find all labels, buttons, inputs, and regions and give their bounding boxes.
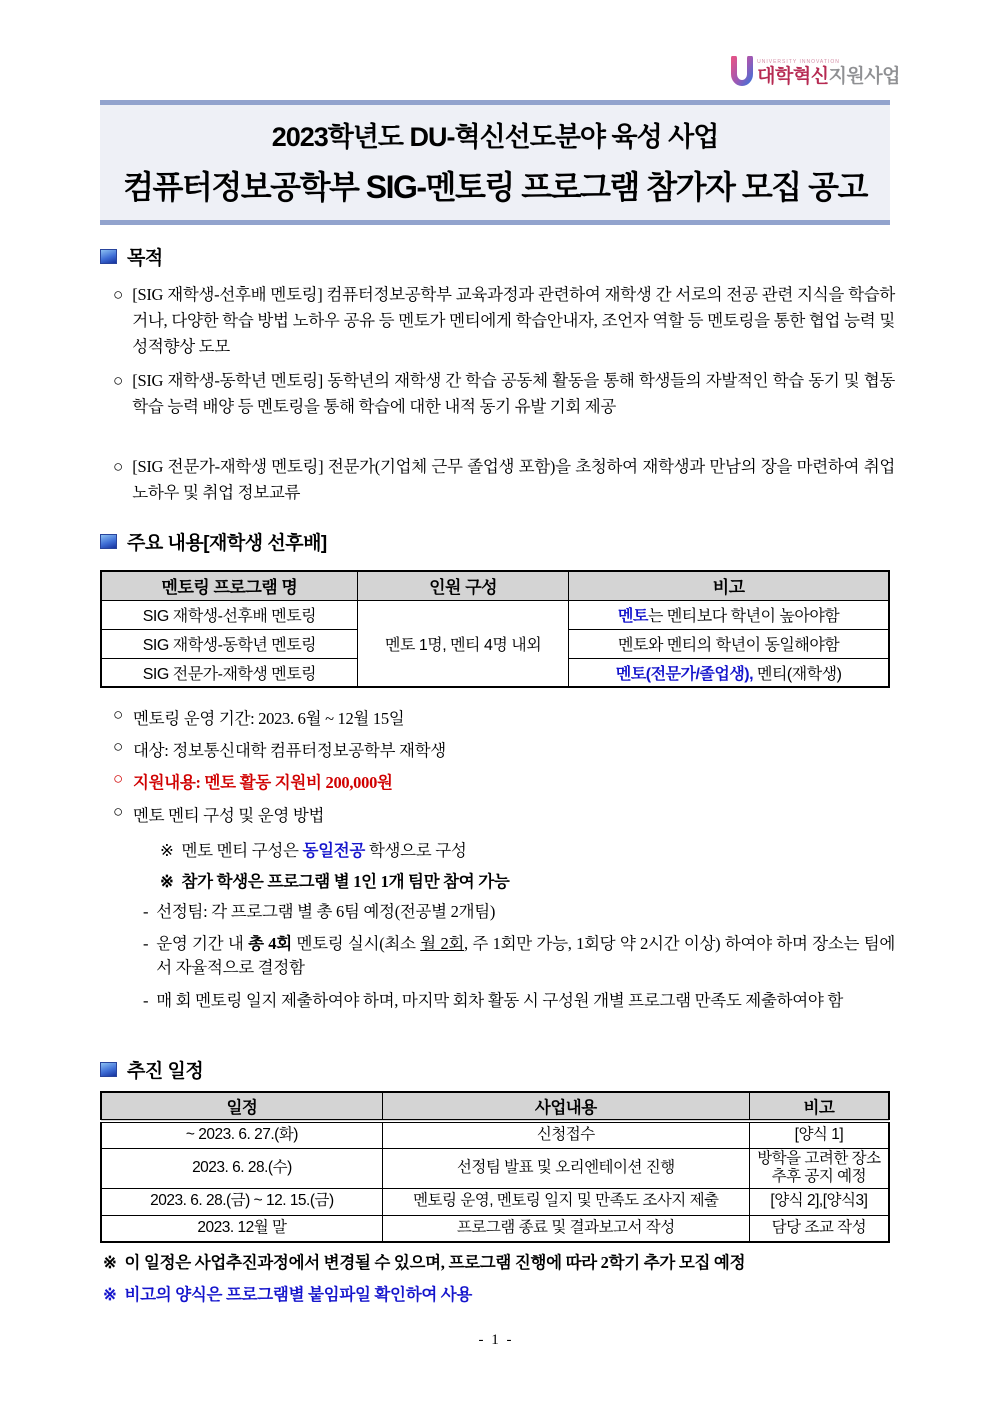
- info-bullet-target: ○ 대상: 정보통신대학 컴퓨터정보공학부 재학생: [113, 737, 446, 760]
- table-header-row: [101, 571, 889, 600]
- reference-mark-icon: ※: [103, 1285, 117, 1304]
- col-header-activity: 사업내용: [382, 1092, 749, 1121]
- section-heading-schedule: 추진 일정: [100, 1056, 203, 1083]
- circle-bullet-icon: ○: [113, 705, 123, 724]
- remark-cell: 담당 조교 작성: [749, 1215, 889, 1242]
- note-cell: 멘토(전문가/졸업생), 멘티(재학생): [569, 658, 889, 687]
- composition-merged-cell: 멘토 1명, 멘티 4명 내외: [357, 600, 568, 687]
- reference-mark-icon: ※: [103, 1253, 117, 1272]
- circle-bullet-icon: ○: [113, 285, 124, 304]
- program-cell: SIG 전문가-재학생 멘토링: [101, 658, 357, 687]
- section-heading-purpose: 목적: [100, 243, 163, 270]
- reference-mark-icon: ※: [160, 872, 174, 891]
- table-row: [101, 1121, 889, 1148]
- table-row: [101, 1148, 889, 1188]
- date-cell: 2023. 12월 말: [101, 1215, 382, 1242]
- dash-bullet-icon: -: [143, 934, 149, 953]
- schedule-note-forms: ※ 비고의 양식은 프로그램별 붙임파일 확인하여 사용: [103, 1285, 473, 1304]
- schedule-table: [100, 1091, 890, 1243]
- purpose-bullet-3: ○ [SIG 전문가-재학생 멘토링] 전문가(기업체 근무 졸업생 포함)을 초청하여 재학생과 만남의 장을 마련하여 취업 노하우 및 취업 정보교류: [113, 454, 895, 506]
- col-header-date: 일정: [101, 1092, 382, 1121]
- circle-bullet-icon: ○: [113, 457, 124, 476]
- purpose-bullet-1: ○ [SIG 재학생-선후배 멘토링] 컴퓨터정보공학부 교육과정과 관련하여 재학생 간 서로의 전공 관련 지식을 학습하거나, 다양한 학습 방법 노하우 공유 등 멘토가 멘티에게 학습안내자, 조언자 역할 등 멘토링을 통한 협업 능력 및 성적향상 도모: [113, 282, 895, 360]
- purpose-bullet-2: ○ [SIG 재학생-동학년 멘토링] 동학년의 재학생 간 학습 공동체 활동을 통해 학생들의 자발적인 학습 동기 및 협동 학습 능력 배양 등 멘토링을 통해 학습에 대한 내적 동기 유발 기회 제공: [113, 368, 895, 420]
- title-banner: [100, 100, 890, 225]
- remark-cell: [양식 2],[양식3]: [749, 1188, 889, 1215]
- blue-square-icon: [100, 534, 117, 549]
- dashnote-session-count: - 운영 기간 내 총 4회 멘토링 실시(최소 월 2회, 주 1회만 가능, 1회당 약 2시간 이상) 하여야 하며 장소는 팀에서 자율적으로 결정함: [143, 932, 895, 980]
- circle-bullet-icon: ○: [113, 737, 123, 756]
- university-innovation-logo: [730, 56, 900, 88]
- table-header-row: [101, 1092, 889, 1121]
- page-number: - 1 -: [478, 1332, 514, 1348]
- info-bullet-support: ○ 지원내용: 멘토 활동 지원비 200,000원: [113, 769, 393, 792]
- info-bullet-period: ○ 멘토링 운영 기간: 2023. 6월 ~ 12월 15일: [113, 705, 405, 728]
- program-cell: SIG 재학생-동학년 멘토링: [101, 629, 357, 658]
- circle-bullet-icon: ○: [113, 371, 124, 390]
- col-header-composition: 인원 구성: [357, 571, 568, 600]
- remark-cell: [양식 1]: [749, 1121, 889, 1148]
- reference-mark-icon: ※: [160, 841, 174, 860]
- logo-small-caption: UNIVERSITY INNOVATION: [757, 59, 840, 65]
- dash-bullet-icon: -: [143, 902, 149, 921]
- date-cell: ~ 2023. 6. 27.(화): [101, 1121, 382, 1148]
- table-row: [101, 1215, 889, 1242]
- subnote-one-team: ※ 참가 학생은 프로그램 별 1인 1개 팀만 참여 가능: [160, 872, 510, 891]
- col-header-program: 멘토링 프로그램 명: [101, 571, 357, 600]
- date-cell: 2023. 6. 28.(수): [101, 1148, 382, 1188]
- col-header-remark: 비고: [749, 1092, 889, 1121]
- remark-cell: 방학을 고려한 장소 추후 공지 예정: [749, 1148, 889, 1188]
- mentoring-program-table: [100, 570, 890, 688]
- blue-square-icon: [100, 1062, 117, 1077]
- activity-cell: 선정팀 발표 및 오리엔테이션 진행: [382, 1148, 749, 1188]
- logo-brand-text: 대학혁신지원사업: [757, 66, 900, 87]
- program-cell: SIG 재학생-선후배 멘토링: [101, 600, 357, 629]
- circle-bullet-icon: ○: [113, 769, 123, 788]
- col-header-note: 비고: [569, 571, 889, 600]
- title-line1: 2023학년도 DU-혁신선도분야 육성 사업: [271, 122, 719, 152]
- info-bullet-method: ○ 멘토 멘티 구성 및 운영 방법: [113, 802, 325, 825]
- dashnote-journal: - 매 회 멘토링 일지 제출하여야 하며, 마지막 회차 활동 시 구성원 개별 프로그램 만족도 제출하여야 함: [143, 989, 895, 1013]
- section-heading-main-content: 주요 내용[재학생 선후배]: [100, 528, 327, 555]
- activity-cell: 신청접수: [382, 1121, 749, 1148]
- title-line2: 컴퓨터정보공학부 SIG-멘토링 프로그램 참가자 모집 공고: [123, 169, 867, 205]
- table-row: [101, 1188, 889, 1215]
- note-cell: 멘토는 멘티보다 학년이 높아야함: [569, 600, 889, 629]
- table-row: [101, 600, 889, 629]
- logo-u-icon: [730, 56, 754, 88]
- dashnote-selected-teams: - 선정팀: 각 프로그램 별 총 6팀 예정(전공별 2개팀): [143, 900, 895, 924]
- circle-bullet-icon: ○: [113, 802, 123, 821]
- subnote-same-major: ※ 멘토 멘티 구성은 동일전공 학생으로 구성: [160, 841, 467, 860]
- date-cell: 2023. 6. 28.(금) ~ 12. 15.(금): [101, 1188, 382, 1215]
- dash-bullet-icon: -: [143, 991, 149, 1010]
- blue-square-icon: [100, 249, 117, 264]
- activity-cell: 프로그램 종료 및 결과보고서 작성: [382, 1215, 749, 1242]
- activity-cell: 멘토링 운영, 멘토링 일지 및 만족도 조사지 제출: [382, 1188, 749, 1215]
- note-cell: 멘토와 멘티의 학년이 동일해야함: [569, 629, 889, 658]
- schedule-note-change: ※ 이 일정은 사업추진과정에서 변경될 수 있으며, 프로그램 진행에 따라 2학기 추가 모집 예정: [103, 1253, 746, 1272]
